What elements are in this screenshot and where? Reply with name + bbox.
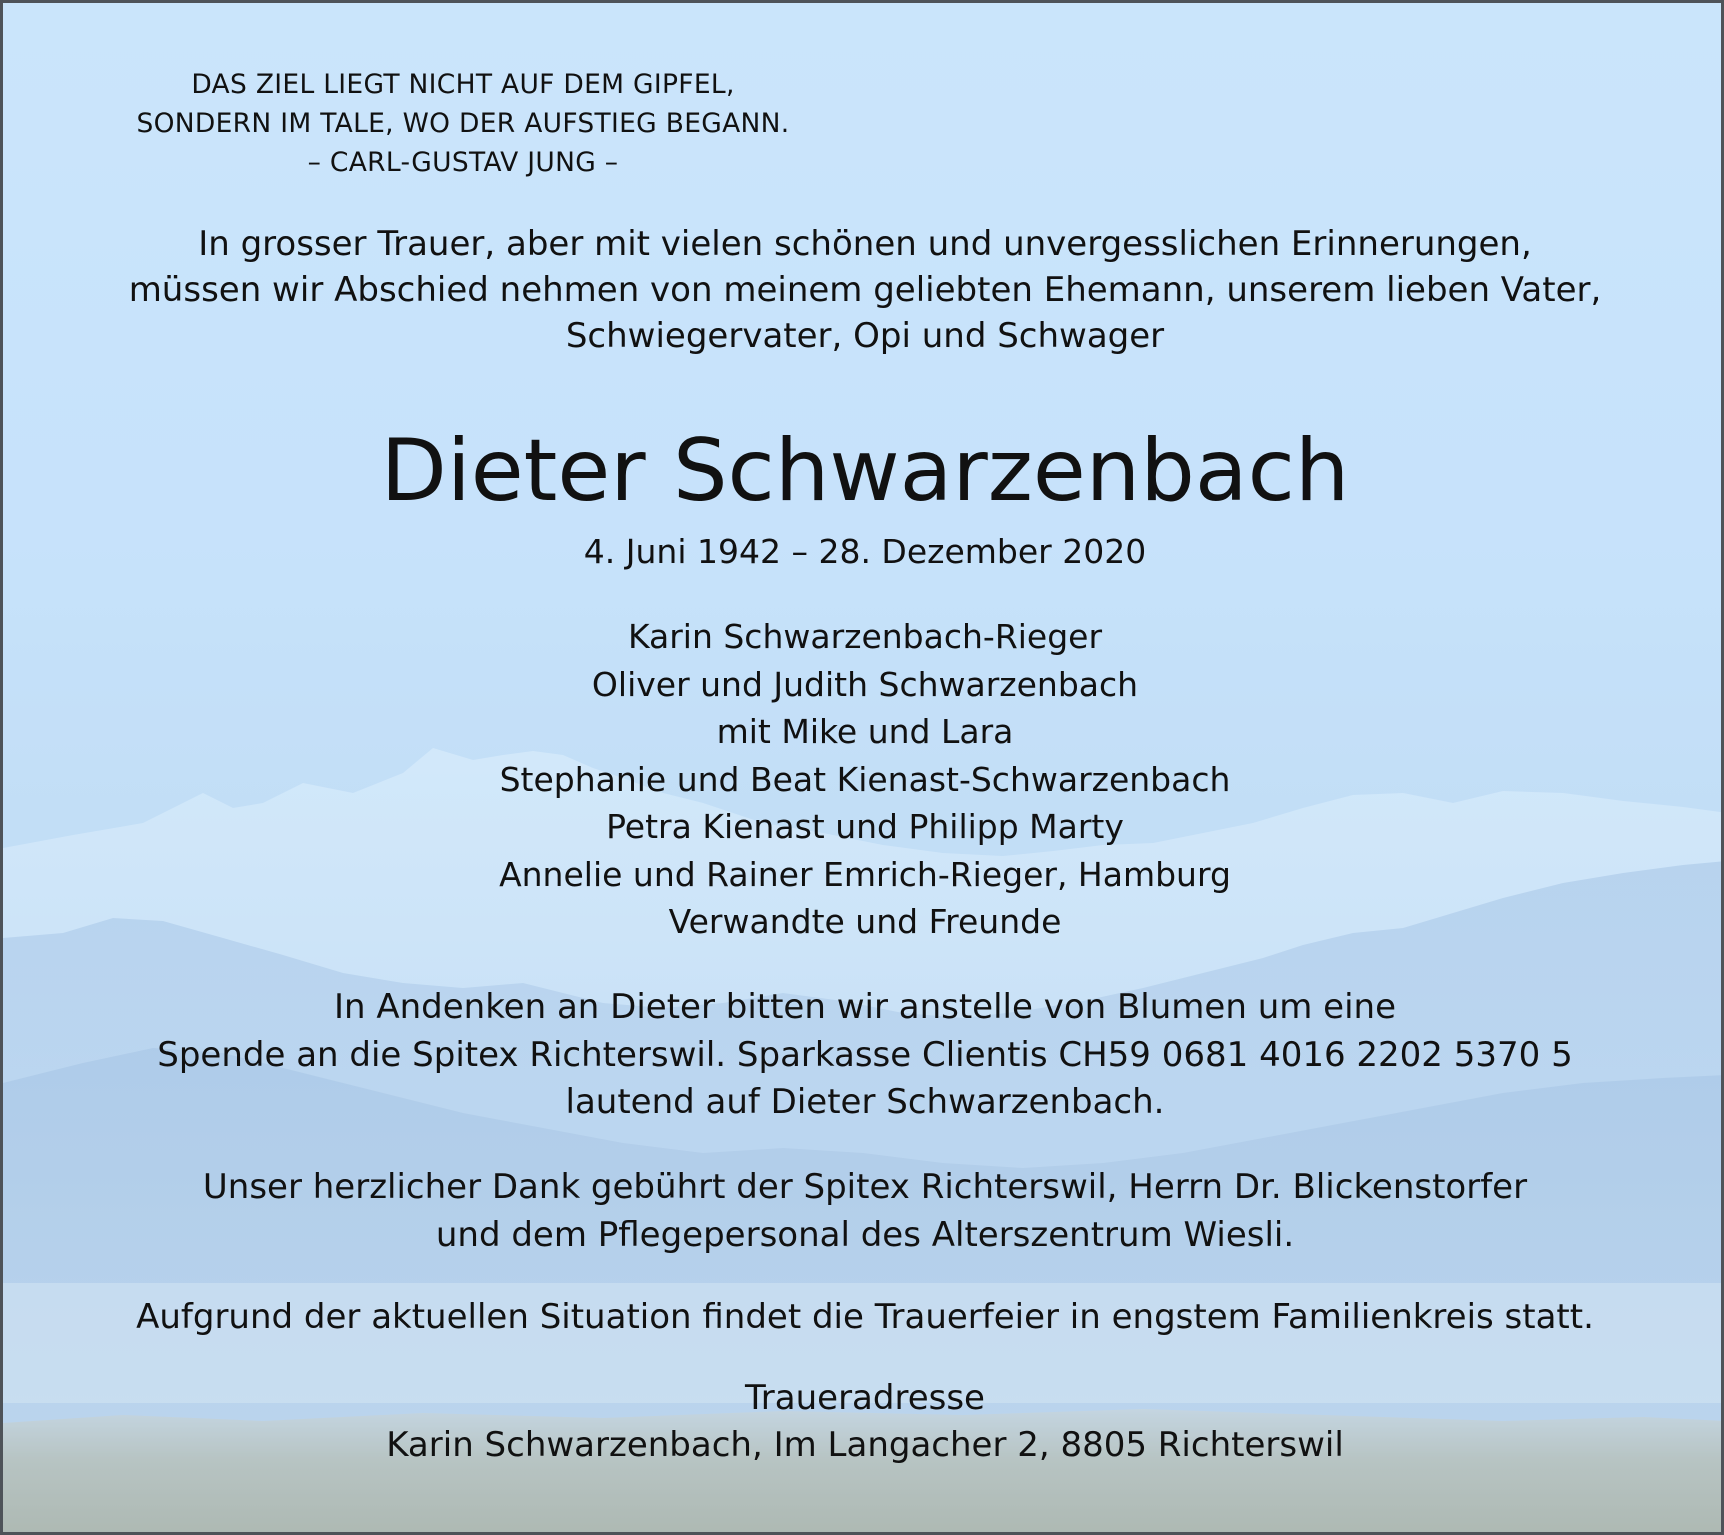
address-heading-text: Traueradresse [745,1378,985,1418]
donation-line-1: In Andenken an Dieter bitten wir anstelle von Blumen um eine [333,987,1397,1027]
deceased-name: Dieter Schwarzenbach [380,421,1350,521]
intro-line-3: Schwiegervater, Opi und Schwager [565,316,1165,356]
donation-line-3: lautend auf Dieter Schwarzenbach. [565,1082,1165,1122]
life-dates-text: 4. Juni 1942 – 28. Dezember 2020 [583,532,1147,571]
intro-line-2: müssen wir Abschied nehmen von meinem geliebten Ehemann, unserem lieben Vater, [128,270,1602,310]
intro-line-1: In grosser Trauer, aber mit vielen schönen und unvergesslichen Erinnerungen, [198,224,1532,264]
mourner-line: mit Mike und Lara [716,712,1014,751]
mourners-list [3,613,1724,946]
intro-block [3,221,1724,359]
donation-block [3,984,1724,1127]
thanks-line-1: Unser herzlicher Dank gebührt der Spitex Richterswil, Herrn Dr. Blickenstorfer [202,1167,1528,1207]
mourner-line: Karin Schwarzenbach-Rieger [627,617,1103,656]
quote-line-1: DAS ZIEL LIEGT NICHT AUF DEM GIPFEL, [191,69,735,100]
mourning-address-text: Karin Schwarzenbach, Im Langacher 2, 8805 Richterswil [386,1425,1344,1465]
funeral-note-text: Aufgrund der aktuellen Situation findet die Trauerfeier in engstem Familienkreis statt. [136,1297,1594,1337]
thanks-block [3,1164,1724,1259]
mourner-line: Petra Kienast und Philipp Marty [606,807,1124,846]
donation-line-2: Spende an die Spitex Richterswil. Sparkasse Clientis CH59 0681 4016 2202 5370 5 [157,1034,1573,1075]
mourner-line: Oliver und Judith Schwarzenbach [591,664,1139,704]
quote-line-2: SONDERN IM TALE, WO DER AUFSTIEG BEGANN. [136,108,790,139]
notice-text [3,3,1724,1535]
mourning-address [3,1422,1724,1470]
address-heading [3,1375,1724,1423]
quote-author: – CARL-GUSTAV JUNG – [307,147,619,178]
life-dates [3,528,1724,576]
quote-block [43,65,883,182]
mourner-line: Annelie und Rainer Emrich-Rieger, Hamburg [499,854,1231,894]
thanks-line-2: und dem Pflegepersonal des Alterszentrum Wiesli. [435,1214,1295,1255]
funeral-note [3,1294,1724,1342]
mourner-line: Verwandte und Freunde [668,902,1062,941]
mourner-line: Stephanie und Beat Kienast-Schwarzenbach [499,759,1231,799]
